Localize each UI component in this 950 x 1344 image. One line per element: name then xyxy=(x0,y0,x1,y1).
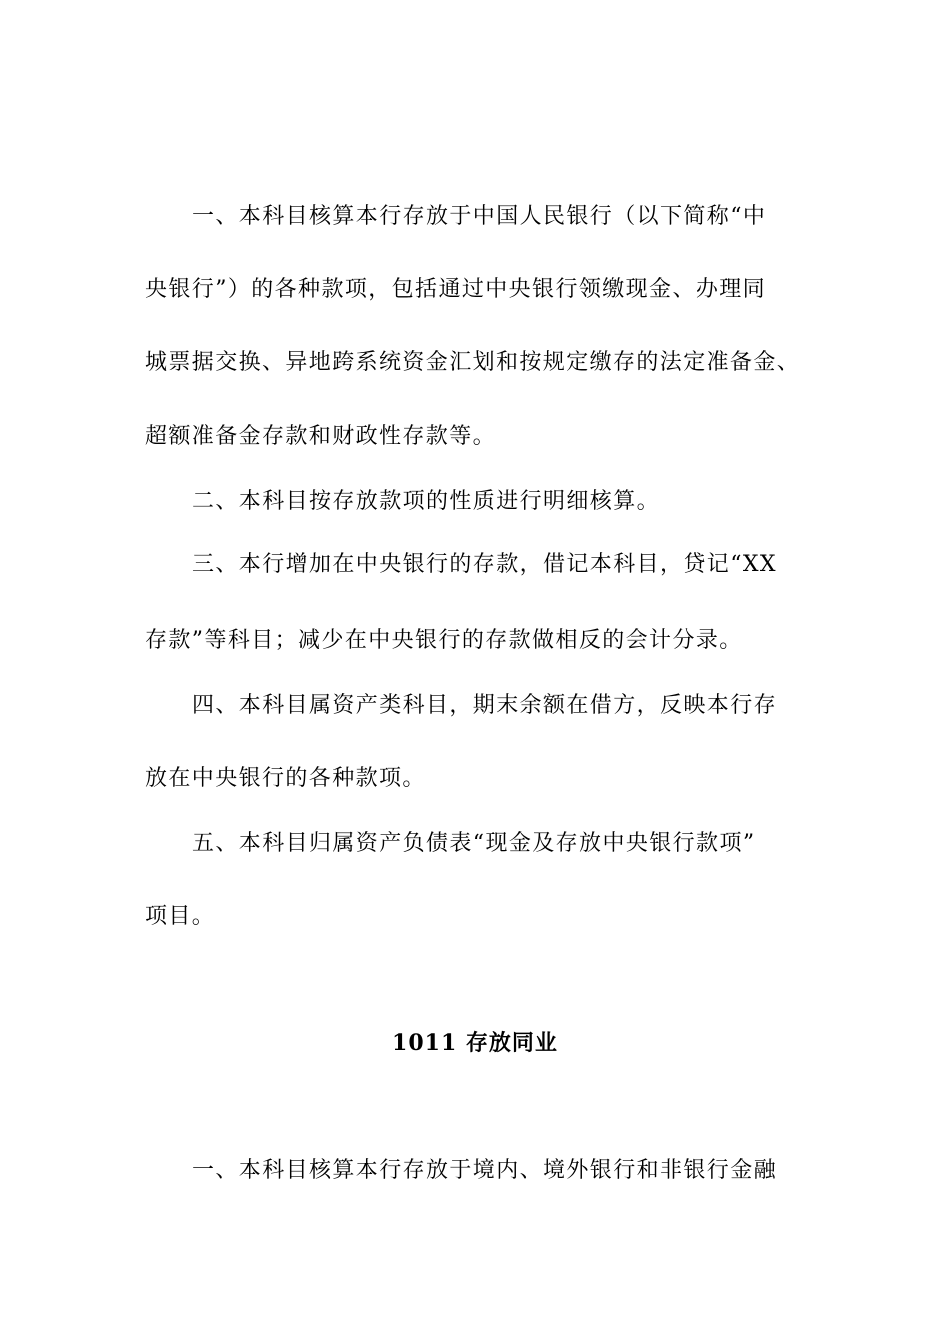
paragraph-line: 三、本行增加在中央银行的存款，借记本科目，贷记“XX xyxy=(192,552,777,577)
paragraph-line: 一、本科目核算本行存放于境内、境外银行和非银行金融 xyxy=(192,1158,778,1183)
paragraph-line: 放在中央银行的各种款项。 xyxy=(145,766,426,791)
paragraph-line: 央银行”）的各种款项，包括通过中央银行领缴现金、办理同 xyxy=(145,277,767,302)
section-heading: 1011 存放同业 xyxy=(392,1030,558,1056)
paragraph-line: 存款”等科目；减少在中央银行的存款做相反的会计分录。 xyxy=(145,628,743,653)
paragraph-line: 项目。 xyxy=(145,904,216,929)
paragraph-line: 二、本科目按存放款项的性质进行明细核算。 xyxy=(192,489,661,514)
paragraph-line: 五、本科目归属资产负债表“现金及存放中央银行款项” xyxy=(192,831,756,856)
paragraph-line: 超额准备金存款和财政性存款等。 xyxy=(145,424,497,449)
paragraph-line: 一、本科目核算本行存放于中国人民银行（以下简称“中 xyxy=(192,204,767,229)
paragraph-line: 城票据交换、异地跨系统资金汇划和按规定缴存的法定准备金、 xyxy=(145,350,801,375)
paragraph-line: 四、本科目属资产类科目，期末余额在借方，反映本行存 xyxy=(192,693,778,718)
